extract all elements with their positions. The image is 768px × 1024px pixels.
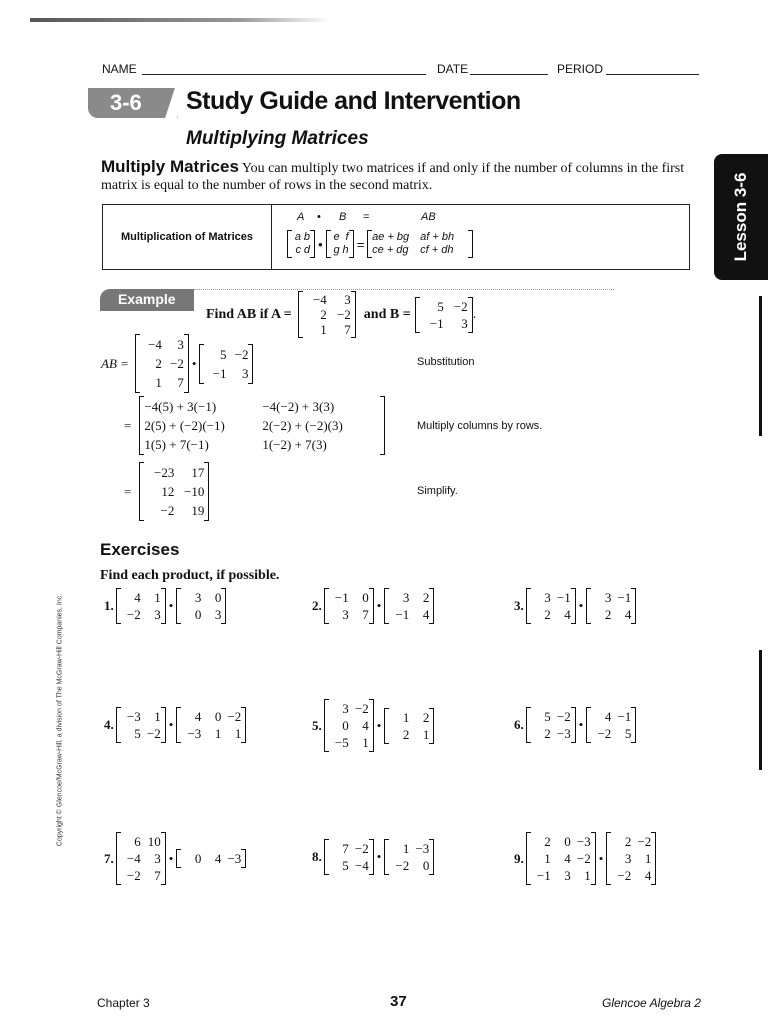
matrix-row (531, 589, 571, 606)
matrix-row (591, 708, 631, 725)
copyright-note: Copyright © Glencoe/McGraw-Hill, a division of The McGraw-Hill Companies, Inc. (56, 593, 64, 847)
matrix-entry: −2 (637, 834, 652, 849)
matrix-entry: −2 (556, 709, 571, 724)
matrix-entry: e (333, 231, 340, 243)
matrix-entry: cf + dh (420, 244, 454, 256)
matrix-entry: a (294, 231, 301, 243)
matrix-result (139, 463, 209, 520)
matrix-entry: −4 (148, 337, 162, 352)
exercise-number: 5. (312, 717, 322, 733)
rule-eq: = (363, 211, 370, 223)
rule-AB: AB (421, 211, 436, 223)
margin-bar (759, 650, 762, 770)
matrix-row (121, 708, 161, 725)
prompt-and: and B = (363, 306, 411, 322)
matrix-entry: 5 (219, 346, 227, 362)
name-line (142, 62, 426, 75)
exercise-number: 7. (104, 850, 114, 866)
exercise-number: 9. (514, 850, 524, 866)
matrix-entry: −2 (336, 307, 351, 322)
matrix-row (389, 709, 429, 726)
matrix-entry: 5 (342, 858, 349, 873)
matrix-A (298, 292, 356, 337)
matrix-entry: −3 (576, 834, 591, 849)
matrix-entry: 2 (402, 726, 410, 742)
matrix-entry: −1 (395, 607, 410, 622)
matrix-row (292, 244, 310, 257)
matrix-right (384, 840, 434, 874)
example-step-3: = −23 17 12 −10 −2 19 (124, 463, 209, 520)
ab-label: AB = (101, 355, 129, 371)
matrix-row (121, 725, 161, 742)
matrix-entry: 6 (134, 834, 141, 849)
matrix-right (606, 833, 656, 884)
matrix-row (121, 850, 161, 867)
prompt-find: Find AB if A = (206, 306, 292, 322)
exercises-instruction: Find each product, if possible. (100, 568, 280, 583)
matrix-entry: c (295, 244, 301, 256)
matrix-entry: 7 (362, 607, 369, 622)
example-label: Example (100, 289, 194, 311)
period-line (606, 62, 699, 75)
top-scan-bar (30, 18, 330, 22)
matrix-entry: 1 (214, 726, 222, 741)
matrix-entry: 1(5) + 7(−1) (144, 437, 209, 452)
matrix-row (389, 840, 429, 857)
matrix-row (591, 725, 631, 742)
matrix-entry: 7 (177, 375, 184, 390)
note-simplify: Simplify. (417, 485, 458, 497)
exercise-number: 2. (312, 598, 322, 613)
matrix-left (526, 708, 576, 742)
rule-B: B (339, 211, 347, 223)
margin-bar (759, 296, 762, 436)
matrix-entry: −1 (536, 868, 551, 883)
exercise-2 (312, 589, 434, 623)
matrix-entry: −2 (597, 726, 612, 741)
matrix-row (531, 606, 571, 623)
matrix-row (181, 725, 241, 742)
matrix-entry: −2 (126, 607, 141, 622)
matrix-entry: −3 (187, 726, 202, 741)
matrix-entry: 1 (234, 726, 242, 741)
matrix-right (176, 850, 246, 867)
matrix-row (144, 416, 380, 435)
matrix-entry: −10 (184, 484, 205, 499)
matrix-row (329, 700, 369, 717)
matrix-entry: 2(5) + (−2)(−1) (144, 418, 225, 433)
matrix-left (116, 833, 166, 884)
matrix-entry: 5 (624, 726, 632, 741)
matrix-entry: 4 (214, 851, 222, 866)
matrix-row (531, 850, 591, 867)
matrix-entry: 7 (342, 841, 349, 856)
matrix-row (303, 307, 351, 322)
matrix-row (331, 231, 349, 244)
matrix-entry: 5 (544, 709, 551, 724)
page-subtitle: Multiplying Matrices (186, 128, 369, 149)
multiply-dot: • (578, 598, 584, 613)
matrix-B (415, 298, 473, 332)
matrix-row (181, 708, 241, 725)
lesson-badge: 3-6 (88, 88, 178, 118)
date-label: DATE (437, 62, 469, 76)
matrix-row (204, 345, 248, 364)
matrix-left (324, 840, 374, 874)
matrix-entry: −1 (429, 315, 444, 331)
matrix-row (329, 840, 369, 857)
matrix-entry: 3 (544, 590, 551, 605)
matrix-entry: 3 (461, 315, 468, 331)
matrix-entry: 1 (155, 375, 162, 390)
matrix-entry: 12 (161, 484, 175, 499)
exercise-7 (104, 833, 246, 884)
matrix-entry: 3 (402, 590, 410, 605)
multiply-dot: • (168, 850, 174, 866)
exercises-heading: Exercises (100, 540, 180, 559)
matrix-row (372, 231, 468, 244)
matrix-entry: 3 (177, 337, 184, 352)
rule-A: A (297, 211, 305, 223)
matrix-entry: ae + bg (372, 231, 410, 243)
footer-chapter: Chapter 3 (97, 996, 150, 1010)
matrix-row (372, 244, 468, 257)
exercise-9 (514, 833, 656, 884)
exercise-6 (514, 708, 636, 742)
example-rule (194, 289, 614, 290)
matrix-entry: 2 (624, 834, 632, 849)
lead-text: You can multiply two matrices if and only if the number of columns in the first matrix is equal to the number of rows in the second matrix. (101, 161, 685, 193)
matrix-left (116, 708, 166, 742)
matrix-entry: −3 (556, 726, 571, 741)
matrix-entry: −3 (415, 841, 430, 856)
matrix-entry: −4(5) + 3(−1) (144, 399, 217, 414)
matrix-entry: −4 (312, 292, 327, 307)
matrix-entry: −1 (617, 709, 632, 724)
matrix-entry: −23 (154, 465, 175, 480)
matrix-entry: 4 (624, 607, 632, 622)
matrix-entry: 4 (604, 709, 612, 724)
matrix-entry: 2 (544, 726, 551, 741)
matrix-entry: 0 (422, 858, 430, 873)
matrix-entry: 3 (564, 868, 571, 883)
matrix-row (144, 397, 380, 416)
matrix-left (526, 589, 576, 623)
matrix-entry: f (345, 231, 349, 243)
note-substitution: Substitution (417, 356, 475, 368)
matrix-right (176, 589, 226, 623)
multiply-dot: • (376, 598, 382, 613)
exercise-number: 4. (104, 717, 114, 732)
matrix-entry: 2 (422, 590, 430, 605)
matrix-product (367, 231, 473, 257)
matrix-entry: 0 (194, 851, 202, 866)
matrix-entry: 1 (154, 709, 161, 724)
matrix-entry: 5 (134, 726, 141, 741)
matrix-row (331, 244, 349, 257)
matrix-entry: 17 (191, 465, 205, 480)
matrix-entry: 4 (564, 851, 571, 866)
matrix-entry: 10 (147, 834, 161, 849)
matrix-entry: −4 (126, 851, 141, 866)
matrix-left (324, 700, 374, 751)
matrix-row (181, 850, 241, 867)
matrix-entry: −2 (576, 851, 591, 866)
multiply-dot: • (598, 850, 604, 866)
matrix-row (531, 867, 591, 884)
matrix-entry: 3 (194, 590, 202, 605)
matrix-entry: h (342, 244, 349, 256)
matrix-right (176, 708, 246, 742)
matrix-row (389, 589, 429, 606)
matrix-entry: −2 (617, 868, 632, 883)
matrix-entry: 0 (214, 590, 222, 605)
rule-dot: • (317, 211, 321, 223)
exercise-number: 1. (104, 598, 114, 613)
matrix-entry: af + bh (420, 231, 455, 243)
matrix-row (611, 867, 651, 884)
matrix-left (526, 833, 596, 884)
matrix-entry: −3 (126, 709, 141, 724)
matrix-entry: 0 (214, 709, 222, 724)
matrix-row (329, 606, 369, 623)
matrix-entry: −2 (354, 841, 369, 856)
matrix-row (329, 717, 369, 734)
matrix-entry: 5 (437, 298, 444, 314)
matrix-entry: 3 (154, 607, 161, 622)
matrix-entry: −1 (212, 365, 227, 381)
matrix-entry: 1 (422, 726, 430, 742)
matrix-entry: 1 (584, 868, 591, 883)
matrix-row (389, 726, 429, 743)
matrix-row (420, 315, 468, 332)
matrix-entry: 4 (194, 709, 202, 724)
matrix-entry: 2 (422, 709, 430, 725)
matrix-entry: −2 (160, 503, 175, 518)
matrix-entry: 1 (154, 590, 161, 605)
matrix-entry: −2 (395, 858, 410, 873)
matrix-entry: −4 (354, 858, 369, 873)
rule-table-label: Multiplication of Matrices (103, 205, 272, 270)
matrix-entry: 1(−2) + 7(3) (262, 437, 327, 452)
matrix-right (384, 589, 434, 623)
matrix-entry: 7 (154, 868, 161, 883)
matrix-row (121, 833, 161, 850)
matrix-right (586, 589, 636, 623)
matrix-left (324, 589, 374, 623)
footer-book: Glencoe Algebra 2 (602, 996, 701, 1010)
matrix-entry: −2 (234, 346, 249, 362)
matrix-entry: −2 (453, 298, 468, 314)
matrix-row (144, 482, 204, 501)
matrix-row (181, 589, 221, 606)
matrix-row (303, 322, 351, 337)
multiply-dot: • (578, 717, 584, 732)
multiply-dot: • (168, 598, 174, 613)
exercise-4 (104, 708, 246, 742)
matrix-entry: 1 (402, 841, 410, 856)
matrix-entry: 0 (194, 607, 202, 622)
matrix-row (121, 589, 161, 606)
matrix-row (591, 606, 631, 623)
matrix-entry: 2 (320, 307, 327, 322)
matrix-entry: 3 (342, 701, 349, 716)
example-prompt: Find AB if A = −4 3 2 −2 1 7 and B = 5 −2 −1 3 . (206, 292, 477, 337)
matrix-entry: 3 (604, 590, 612, 605)
matrix-entry: 3 (342, 607, 349, 622)
lead-heading: Multiply Matrices (101, 157, 239, 176)
matrix-entry: 3 (214, 607, 222, 622)
matrix-row (531, 725, 571, 742)
multiply-dot: • (168, 717, 174, 732)
matrix-A (135, 335, 189, 392)
matrix-entry: 2 (544, 834, 551, 849)
matrix-entry: ce + dg (372, 244, 409, 256)
matrix-entry: 1 (320, 322, 327, 337)
matrix-row (292, 231, 310, 244)
matrix-right (384, 709, 434, 743)
matrix-entry: −1 (617, 590, 632, 605)
matrix-row (531, 708, 571, 725)
matrix-entry: 1 (644, 851, 652, 866)
matrix-entry: −1 (334, 590, 349, 605)
exercise-3 (514, 589, 636, 623)
matrix-row (329, 734, 369, 751)
matrix-entry: 7 (344, 322, 351, 337)
matrix-entry: −2 (227, 709, 242, 724)
matrix-entry: d (303, 244, 310, 256)
matrix-entry: −1 (556, 590, 571, 605)
name-label: NAME (102, 62, 137, 76)
matrix-row (121, 867, 161, 884)
footer-page-number: 37 (390, 993, 407, 1010)
exercise-number: 3. (514, 598, 524, 613)
rule-table-formula: A • B = AB a b c d • e f g h = ae + bg af + bh ce + dg cf + dh (272, 205, 690, 270)
matrix-row (389, 857, 429, 874)
example-step-1: AB = −4 3 2 −2 1 7 • 5 −2 −1 3 (101, 335, 253, 392)
matrix-entry: 2(−2) + (−2)(3) (262, 418, 343, 433)
matrix-row (420, 298, 468, 315)
matrix-row (591, 589, 631, 606)
matrix-left (116, 589, 166, 623)
matrix-row (121, 606, 161, 623)
matrix-entry: g (333, 244, 340, 256)
matrix-entry: −2 (126, 868, 141, 883)
matrix-entry: 19 (191, 503, 205, 518)
matrix-row (303, 292, 351, 307)
lead-paragraph (101, 157, 701, 194)
matrix-entry: 3 (344, 292, 351, 307)
matrix-entry: 1 (362, 735, 369, 750)
matrix-entry: −2 (146, 726, 161, 741)
matrix-entry: −3 (227, 851, 242, 866)
matrix-B (199, 345, 253, 383)
matrix-entry: 2 (544, 607, 551, 622)
exercise-number: 8. (312, 849, 322, 864)
matrix-entry: 4 (362, 718, 369, 733)
exercise-5 (312, 700, 434, 751)
date-line (470, 62, 548, 75)
matrix-row (204, 364, 248, 383)
matrix-right (586, 708, 636, 742)
period-label: PERIOD (557, 62, 604, 76)
matrix-entry: b (303, 231, 310, 243)
exercise-number: 6. (514, 717, 524, 732)
matrix-entry: −5 (334, 735, 349, 750)
matrix-row (144, 501, 204, 520)
example-step-2: = −4(5) + 3(−1) −4(−2) + 3(3) 2(5) + (−2)(−1) 2(−2) + (−2)(3) 1(5) + 7(−1) 1(−2) + 7(3) (124, 397, 385, 454)
matrix-entry: 0 (564, 834, 571, 849)
matrix-row (144, 463, 204, 482)
matrix-row (611, 850, 651, 867)
matrix-entry: 0 (342, 718, 349, 733)
exercise-1 (104, 589, 226, 623)
matrix-entry: −2 (354, 701, 369, 716)
matrix-row (140, 335, 184, 354)
matrix-entry: 1 (402, 709, 410, 725)
matrix-entry: 4 (644, 868, 652, 883)
matrix-entry: 3 (624, 851, 632, 866)
matrix-entry: 1 (544, 851, 551, 866)
matrix-row (140, 373, 184, 392)
matrix-entry: −4(−2) + 3(3) (262, 399, 335, 414)
matrix-row (329, 589, 369, 606)
matrix-row (144, 435, 380, 454)
multiply-dot: • (376, 849, 382, 864)
multiply-dot: • (376, 717, 382, 733)
rule-table (102, 204, 690, 270)
matrix-expanded (139, 397, 385, 454)
lesson-tab: Lesson 3-6 (714, 154, 768, 280)
matrix-row (531, 833, 591, 850)
matrix-entry: 4 (422, 607, 430, 622)
matrix-entry: 3 (241, 365, 249, 381)
matrix-entry: 2 (155, 356, 162, 371)
matrix-entry: 3 (154, 851, 161, 866)
matrix-entry: 0 (362, 590, 369, 605)
matrix-entry: 4 (564, 607, 571, 622)
note-multiply: Multiply columns by rows. (417, 420, 543, 432)
matrix-row (611, 833, 651, 850)
matrix-row (389, 606, 429, 623)
matrix-ef (326, 231, 354, 257)
matrix-ab (287, 231, 315, 257)
matrix-entry: 4 (134, 590, 141, 605)
matrix-row (181, 606, 221, 623)
exercise-8 (312, 840, 434, 874)
matrix-entry: 2 (604, 607, 612, 622)
matrix-row (140, 354, 184, 373)
matrix-row (329, 857, 369, 874)
page-title: Study Guide and Intervention (186, 87, 521, 115)
matrix-entry: −2 (170, 356, 184, 371)
